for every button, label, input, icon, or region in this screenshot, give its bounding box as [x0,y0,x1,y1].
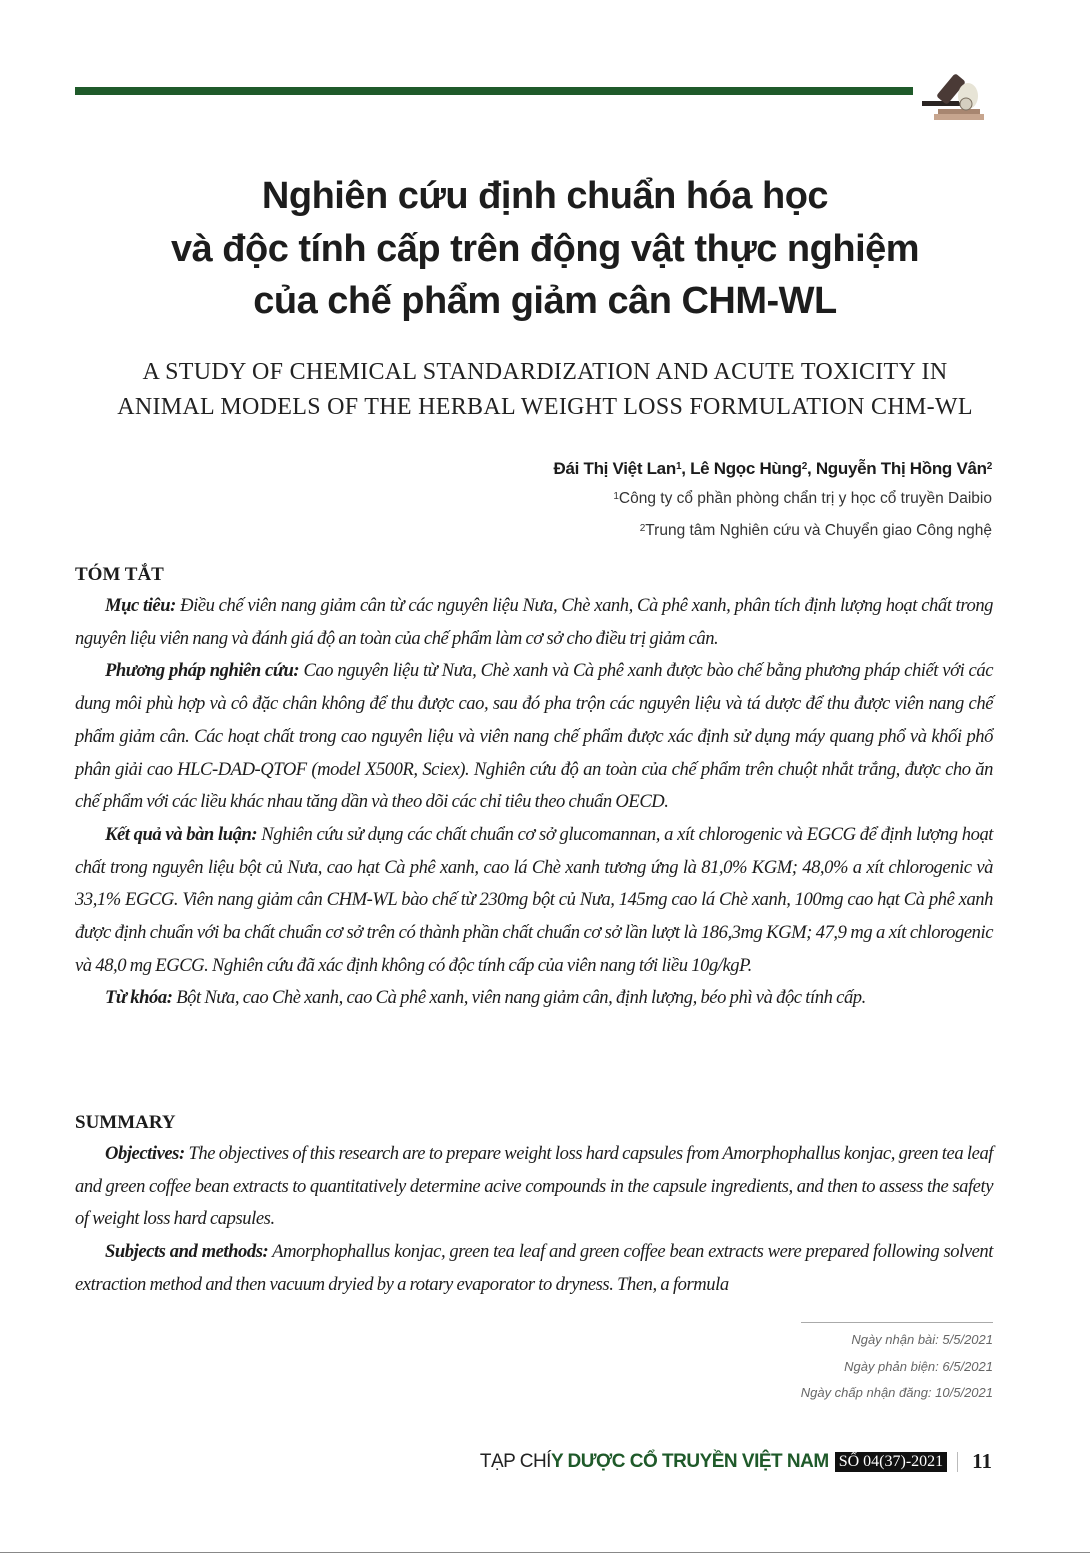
summary-paragraph [75,1236,993,1301]
date-accepted: Ngày chấp nhận đăng: 10/5/2021 [800,1385,993,1400]
paragraph-text: Cao nguyên liệu từ Nưa, Chè xanh và Cà phê xanh được bào chế bằng phương pháp chiết với các dung môi phù hợp và cô đặc chân không để thu được cao, sau đó pha trộn các nguyên liệu và tá dược để thu được viên nang chế phẩm giảm cân. Các hoạt chất trong cao nguyên liệu và viên nang chế phẩm được xác định sử dụng máy quang phổ và khối phổ phân giải cao HLC-DAD-QTOF (model X500R, Sciex). Nghiên cứu độ an toàn của chế phẩm trên chuột nhắt trắng, được cho ăn chế phẩm với các liều khác nhau tăng dần và theo dõi các chỉ tiêu theo chuẩn OECD. [75,660,993,813]
summary-paragraph [75,1138,993,1236]
paragraph-text: Điều chế viên nang giảm cân từ các nguyên liệu Nưa, Chè xanh, Cà phê xanh, phân tích định lượng hoạt chất trong nguyên liệu viên nang và đánh giá độ an toàn của chế phẩm làm cơ sở cho điều trị giảm cân. [75,595,994,649]
title-line: của chế phẩm giảm cân CHM-WL [253,280,837,322]
journal-prefix: TẠP CHÍ [479,1450,551,1472]
header-accent-bar [75,87,913,95]
abstract-heading: TÓM TẮT [75,564,164,585]
paragraph-label: Kết quả và bàn luận: [105,823,258,845]
paragraph-label: Objectives: [105,1143,185,1164]
author-sup: 2 [986,461,992,472]
author-names: Đái Thị Việt Lan$^1$, Lê Ngọc Hùng$^2$, Nguyễn Thị Hồng Vân$^2$ [553,459,992,478]
title-line: Nghiên cứu định chuẩn hóa học [261,175,829,217]
author-name: Nguyễn Thị Hồng Vân [815,459,987,478]
footer-divider [957,1452,958,1472]
summary-en [75,1108,993,1302]
affiliation-text: Trung tâm Nghiên cứu và Chuyển giao Công nghệ [645,522,992,539]
submission-dates [801,1322,993,1407]
affiliation [554,483,992,515]
author-sup: 1 [675,461,682,472]
journal-name: Y DƯỢC CỔ TRUYỀN VIỆT NAM [550,1450,829,1472]
article-title-vi [0,170,1090,328]
journal-footer [480,1449,992,1474]
paragraph-label: Subjects and methods: [105,1241,269,1263]
abstract-paragraph [75,590,993,655]
author-name: Đái Thị Việt Lan [553,459,676,478]
affiliation-text: Công ty cổ phần phòng chẩn trị y học cổ truyền Daibio [618,490,992,507]
title-en-line: A STUDY OF CHEMICAL STANDARDIZATION AND ACUTE TOXICITY IN [142,359,948,385]
microscope-icon [922,66,992,126]
affiliation-sup: 1 [613,491,619,502]
abstract-vi [75,560,993,1015]
issue-badge: SỐ 04(37)-2021 [835,1452,947,1472]
paragraph-text: Nghiên cứu sử dụng các chất chuẩn cơ sở glucomannan, a xít chlorogenic và EGCG để định lượng hoạt chất trong nguyên liệu bột củ Nưa, cao hạt Cà phê xanh, cao lá Chè xanh tương ứng là 81,0% KGM; 48,0% a xít chlorogenic và 33,1% EGCG. Viên nang giảm cân CHM-WL bào chế từ 230mg bột củ Nưa, 145mg cao lá Chè xanh, 100mg cao hạt Cà phê xanh được định chuẩn với ba chất chuẩn cơ sở trên có thành phần chất chuẩn cơ sở lần lượt là 186,3mg KGM; 47,9 mg a xít chlorogenic và 48,0 mg EGCG. Nghiên cứu đã xác định không có độc tính cấp của viên nang tới liều 10g/kgP. [75,823,994,976]
article-title-en [0,355,1090,425]
title-line: và độc tính cấp trên động vật thực nghiệm [170,227,920,270]
author-sup: 2 [801,461,807,472]
paragraph-label: Từ khóa: [105,987,173,1009]
abstract-paragraph [75,819,993,983]
author-block [554,455,992,547]
affiliation [554,515,992,547]
paragraph-text: Amorphophallus konjac, green tea leaf and green coffee bean extracts were prepared following solvent extraction method and then vacuum dryied by a rotary evaporator to dryness. Then, a formula [75,1241,993,1295]
date-received: Ngày nhận bài: 5/5/2021 [851,1332,993,1347]
paragraph-text: Bột Nưa, cao Chè xanh, cao Cà phê xanh, viên nang giảm cân, định lượng, béo phì và độc tính cấp. [176,987,866,1009]
author-name: Lê Ngọc Hùng [690,459,802,478]
paragraph-label: Phương pháp nghiên cứu: [105,660,300,682]
affiliation-sup: 2 [639,523,646,534]
paragraph-label: Mục tiêu: [105,595,176,616]
abstract-paragraph [75,655,993,819]
title-en-line: ANIMAL MODELS OF THE HERBAL WEIGHT LOSS FORMULATION CHM-WL [117,394,973,420]
keywords-paragraph [75,982,993,1015]
page-bottom-rule [0,1552,1090,1553]
page-number: 11 [972,1449,992,1473]
paragraph-text: The objectives of this research are to prepare weight loss hard capsules from Amorphophallus konjac, green tea leaf and green coffee bean extracts to quantitatively determine acive compounds in the capsule ingredients, and then to assess the safety of weight loss hard capsules. [75,1143,994,1230]
date-reviewed: Ngày phản biện: 6/5/2021 [844,1358,993,1374]
summary-heading: SUMMARY [75,1112,176,1133]
